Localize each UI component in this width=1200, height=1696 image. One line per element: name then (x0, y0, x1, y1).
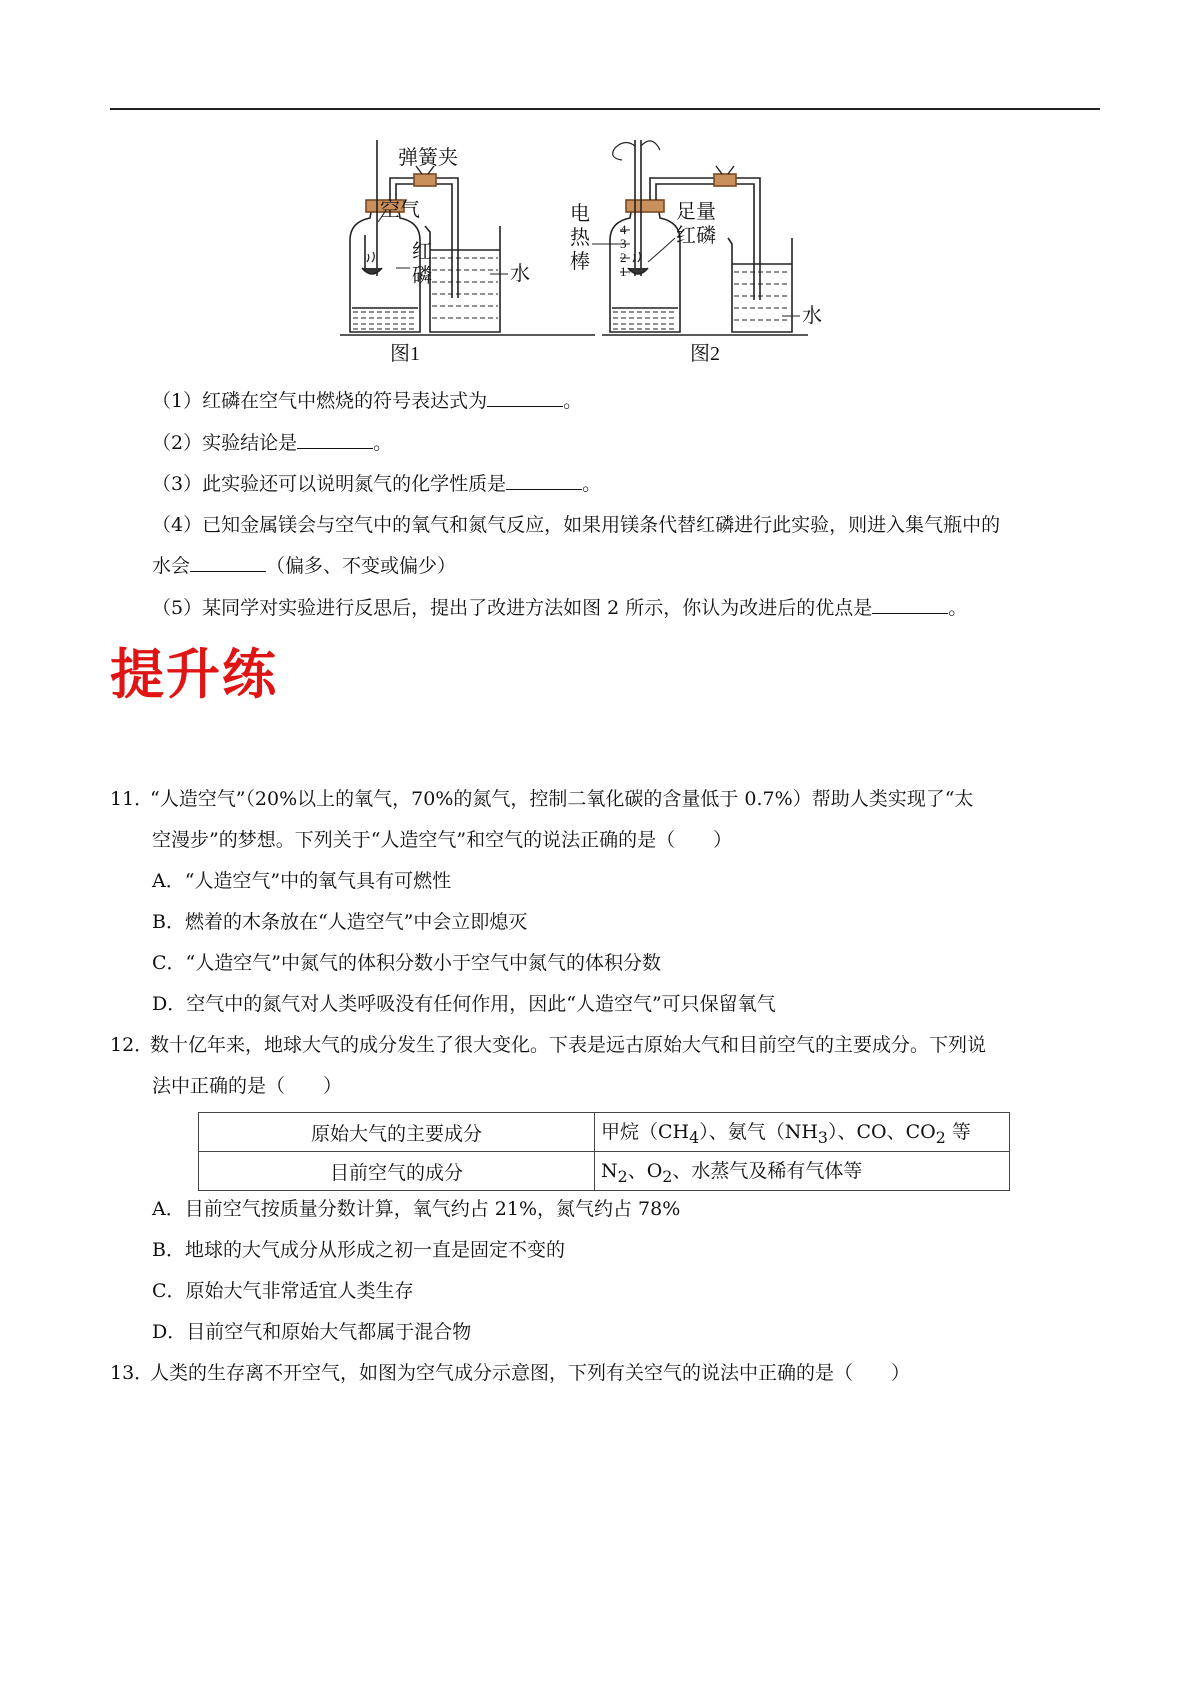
answer-blank-5[interactable] (872, 595, 948, 614)
fig2-scale-2: 2 (620, 250, 627, 265)
fig2-rod-label-3: 棒 (570, 251, 590, 273)
table-cell: 甲烷$(CH_4)$、氨气$(NH_3)$、CO、$CO_2$ 等 (595, 1113, 1010, 1152)
fig1-beaker (425, 226, 500, 332)
apparatus-figure (330, 140, 890, 380)
q11-number: 11． (110, 788, 154, 810)
sub-question-2: （2）实验结论是 。 (152, 432, 393, 454)
q11-stem-line1: 11．“人造空气”（20%以上的氧气，70%的氮气，控制二氧化碳的含量低于 0.7%）帮助人类实现了“太 (110, 788, 974, 810)
q13-number: 13． (110, 1362, 154, 1384)
q12-option-c[interactable]: C．原始大气非常适宜人类生存 (152, 1280, 414, 1302)
atmosphere-table (198, 1112, 1010, 1191)
fig1-air-label: 空气 (380, 199, 420, 221)
table-row (199, 1113, 1010, 1152)
q12-option-b[interactable]: B．地球的大气成分从形成之初一直是固定不变的 (152, 1239, 565, 1261)
answer-blank-1[interactable] (487, 388, 563, 407)
fig1-phos-label-2: 磷 (412, 265, 432, 287)
q11-option-b[interactable]: B．燃着的木条放在“人造空气”中会立即熄灭 (152, 911, 528, 933)
fig2-rod-label-2: 热 (570, 227, 590, 249)
sub-question-4-line2: 水会 （偏多、不变或偏少） (152, 555, 457, 577)
q11-stem-line2: 空漫步”的梦想。下列关于“人造空气”和空气的说法正确的是（ ） (152, 829, 733, 851)
fig2-scale-1: 1 (620, 264, 627, 279)
fig2-phos-label-1: 足量 (676, 201, 716, 223)
q11-option-c[interactable]: C．“人造空气”中氮气的体积分数小于空气中氮气的体积分数 (152, 952, 661, 974)
fig2-scale-3: 3 (620, 236, 627, 251)
sub-question-1: （1）红磷在空气中燃烧的符号表达式为 。 (152, 390, 583, 412)
fig1-phos-label-1: 红 (412, 241, 432, 263)
fig1-clip-label: 弹簧夹 (398, 147, 458, 169)
q12-option-d[interactable]: D．目前空气和原始大气都属于混合物 (152, 1321, 472, 1343)
sub-question-4-line1: （4）已知金属镁会与空气中的氧气和氮气反应，如果用镁条代替红磷进行此实验，则进入集气瓶中的 (152, 514, 1001, 536)
q12-stem-line1: 12．数十亿年来，地球大气的成分发生了很大变化。下表是远古原始大气和目前空气的主要成分。下列说 (110, 1034, 987, 1056)
answer-blank-4[interactable] (190, 553, 266, 572)
fig2-phos-label-2: 红磷 (676, 225, 716, 247)
sub-question-5: （5）某同学对实验进行反思后，提出了改进方法如图 2 所示，你认为改进后的优点是 。 (152, 597, 968, 619)
header-rule (110, 108, 1100, 110)
answer-blank-3[interactable] (506, 471, 582, 490)
table-cell: 原始大气的主要成分 (199, 1113, 595, 1152)
section-title: 提升练 (110, 643, 278, 706)
sub-question-3: （3）此实验还可以说明氮气的化学性质是 。 (152, 473, 602, 495)
q13-stem: 13．人类的生存离不开空气，如图为空气成分示意图，下列有关空气的说法中正确的是（ ） (110, 1362, 911, 1384)
q12-stem-line2: 法中正确的是（ ） (152, 1075, 343, 1097)
fig1-water-label: 水 (510, 263, 530, 285)
fig2-rod-label-1: 电 (570, 203, 590, 225)
table-cell: $N_2$、$O_2$、水蒸气及稀有气体等 (595, 1152, 1010, 1191)
fig1-bottle (350, 206, 420, 332)
q12-number: 12． (110, 1034, 154, 1056)
table-cell: 目前空气的成分 (199, 1152, 595, 1191)
q11-option-d[interactable]: D．空气中的氮气对人类呼吸没有任何作用，因此“人造空气”可只保留氧气 (152, 993, 776, 1015)
fig2-caption: 图2 (690, 343, 720, 365)
fig2-scale-4: 4 (620, 222, 627, 237)
fig2-stopper (626, 200, 664, 212)
fig2-water-label: 水 (802, 305, 822, 327)
table-row (199, 1152, 1010, 1191)
q11-option-a[interactable]: A．“人造空气”中的氧气具有可燃性 (152, 870, 452, 892)
answer-blank-2[interactable] (297, 430, 373, 449)
q12-option-a[interactable]: A．目前空气按质量分数计算，氧气约占 21%，氮气约占 78% (152, 1198, 681, 1220)
fig1-caption: 图1 (390, 343, 420, 365)
